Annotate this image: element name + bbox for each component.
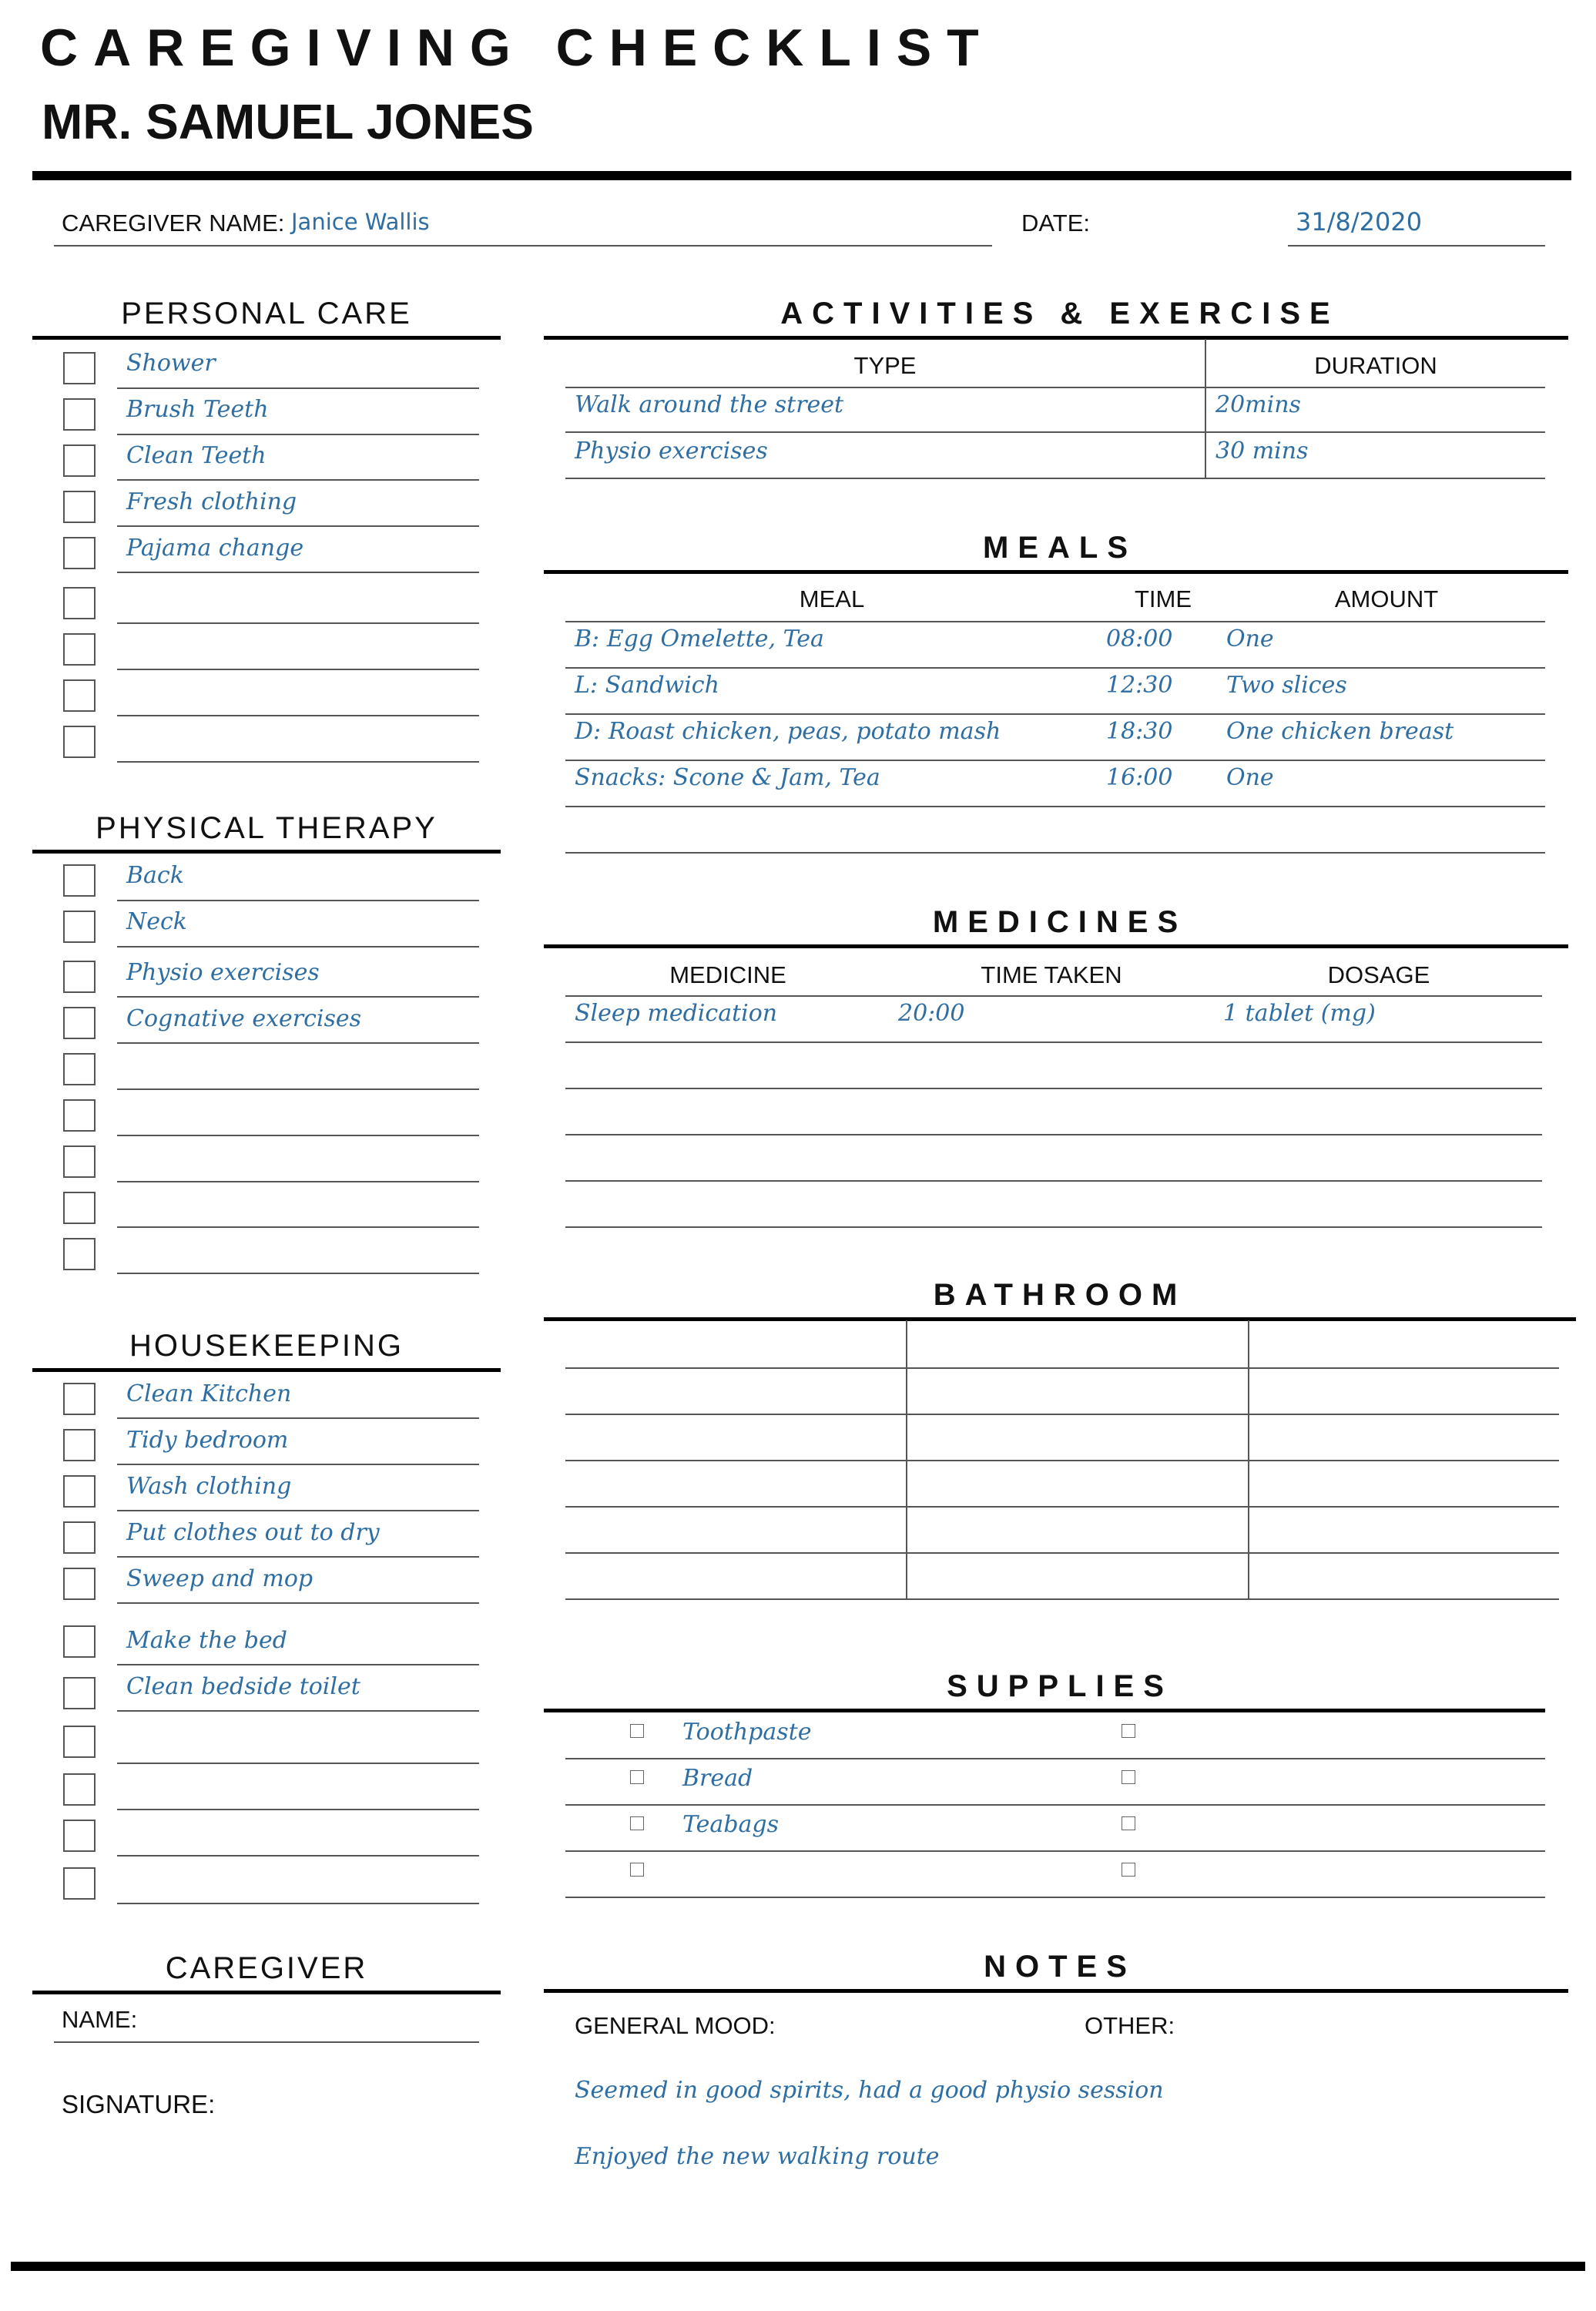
item-underline: [117, 1602, 479, 1604]
bathroom-row-line: [565, 1367, 1559, 1369]
other-label: OTHER:: [1085, 2012, 1175, 2039]
checkbox[interactable]: [63, 679, 96, 712]
item-underline: [117, 1510, 479, 1511]
activities-row-line: [565, 478, 1545, 479]
supplies-row-line: [565, 1850, 1545, 1852]
supplies-rule: [544, 1709, 1545, 1712]
checkbox[interactable]: [63, 1677, 96, 1709]
checkbox[interactable]: [630, 1816, 644, 1830]
note-line: Enjoyed the new walking route: [575, 2143, 940, 2170]
activities-rule: [544, 336, 1568, 340]
list-item: Brush Teeth: [126, 396, 269, 423]
date-value[interactable]: 31/8/2020: [1296, 207, 1423, 236]
list-item: Fresh clothing: [126, 488, 297, 515]
checkbox[interactable]: [63, 1726, 96, 1758]
checkbox[interactable]: [1122, 1724, 1135, 1738]
item-underline: [117, 715, 479, 716]
header-divider: [32, 171, 1571, 180]
patient-name: MR. SAMUEL JONES: [42, 94, 534, 149]
checkbox[interactable]: [63, 961, 96, 993]
checkbox[interactable]: [1122, 1770, 1135, 1784]
item-underline: [117, 1556, 479, 1558]
checkbox[interactable]: [1122, 1863, 1135, 1877]
caregiver-rule: [32, 1991, 501, 1994]
checkbox[interactable]: [630, 1770, 644, 1784]
checkbox[interactable]: [63, 587, 96, 619]
checkbox[interactable]: [63, 726, 96, 758]
medicines-row-line: [565, 1041, 1542, 1043]
item-underline: [117, 1763, 479, 1764]
checkbox[interactable]: [63, 1099, 96, 1132]
checkbox[interactable]: [63, 1568, 96, 1600]
list-item: Pajama change: [126, 535, 304, 562]
notes-title: NOTES: [984, 1950, 1136, 1984]
meal-name: D: Roast chicken, peas, potato mash: [575, 718, 1001, 745]
meals-row-line: [565, 760, 1545, 761]
date-underline: [1288, 245, 1545, 247]
meal-name: L: Sandwich: [575, 672, 719, 699]
checkbox[interactable]: [63, 1429, 96, 1461]
meals-row-line: [565, 713, 1545, 715]
bathroom-row-line: [565, 1598, 1559, 1600]
medicines-title: MEDICINES: [932, 905, 1188, 939]
item-underline: [117, 434, 479, 435]
meals-title: MEALS: [983, 531, 1137, 565]
meals-col-time: TIME: [1134, 585, 1192, 612]
checkbox[interactable]: [63, 1007, 96, 1039]
item-underline: [117, 1855, 479, 1857]
medicines-row-line: [565, 1134, 1542, 1135]
supplies-title: SUPPLIES: [947, 1669, 1173, 1703]
medicines-col-dosage: DOSAGE: [1327, 961, 1430, 988]
checkbox[interactable]: [63, 1383, 96, 1415]
item-underline: [117, 572, 479, 573]
list-item: Toothpaste: [682, 1719, 812, 1746]
footer-divider: [11, 2262, 1585, 2271]
item-underline: [117, 1903, 479, 1904]
caregiver-name-label: CAREGIVER NAME:: [62, 210, 285, 236]
caregiver-name-line: [54, 2041, 479, 2043]
item-underline: [117, 1809, 479, 1810]
checkbox[interactable]: [63, 911, 96, 943]
checkbox[interactable]: [63, 1475, 96, 1508]
list-item: Back: [126, 862, 184, 889]
meal-time: 18:30: [1106, 718, 1173, 745]
housekeeping-rule: [32, 1368, 501, 1372]
date-label: DATE:: [1021, 210, 1090, 236]
bathroom-row-line: [565, 1460, 1559, 1461]
item-underline: [117, 1417, 479, 1419]
list-item: Teabags: [682, 1811, 780, 1838]
checkbox[interactable]: [63, 1192, 96, 1224]
item-underline: [117, 1181, 479, 1182]
list-item: Clean Kitchen: [126, 1380, 292, 1407]
list-item: Bread: [682, 1765, 753, 1792]
checkbox[interactable]: [63, 864, 96, 897]
meal-name: Snacks: Scone & Jam, Tea: [575, 764, 880, 791]
list-item: Neck: [126, 908, 187, 935]
checkbox[interactable]: [63, 1053, 96, 1085]
activity-type: Walk around the street: [575, 391, 844, 418]
list-item: Clean bedside toilet: [126, 1673, 360, 1700]
meal-time: 08:00: [1106, 626, 1173, 652]
supplies-row-line: [565, 1897, 1545, 1898]
checkbox[interactable]: [63, 491, 96, 523]
list-item: Put clothes out to dry: [126, 1519, 380, 1546]
checkbox[interactable]: [630, 1724, 644, 1738]
notes-rule: [544, 1989, 1568, 1993]
activity-duration: 20mins: [1215, 391, 1301, 418]
medicines-col-medicine: MEDICINE: [669, 961, 786, 988]
medicines-row-line: [565, 1180, 1542, 1182]
bathroom-title: BATHROOM: [933, 1278, 1187, 1312]
checkbox[interactable]: [630, 1863, 644, 1877]
checkbox[interactable]: [63, 352, 96, 384]
checkbox[interactable]: [63, 398, 96, 431]
activity-type: Physio exercises: [575, 438, 768, 465]
item-underline: [117, 1135, 479, 1136]
meal-amount: One chicken breast: [1226, 718, 1454, 745]
item-underline: [117, 1088, 479, 1090]
housekeeping-title: HOUSEKEEPING: [129, 1329, 404, 1363]
item-underline: [117, 1226, 479, 1228]
caregiver-title: CAREGIVER: [165, 1951, 368, 1985]
item-underline: [117, 1042, 479, 1044]
list-item: Cognative exercises: [126, 1005, 362, 1032]
signature-label: SIGNATURE:: [62, 2090, 216, 2118]
physical-therapy-title: PHYSICAL THERAPY: [96, 811, 438, 845]
meals-row-line: [565, 852, 1545, 854]
meal-amount: One: [1226, 626, 1274, 652]
meals-col-meal: MEAL: [799, 585, 865, 612]
medicine-time: 20:00: [898, 1000, 965, 1027]
personal-care-rule: [32, 336, 501, 340]
physical-therapy-rule: [32, 850, 501, 854]
checkbox[interactable]: [63, 1625, 96, 1658]
list-item: Clean Teeth: [126, 442, 267, 469]
item-underline: [117, 1464, 479, 1465]
item-underline: [117, 525, 479, 527]
bathroom-rule: [544, 1317, 1576, 1321]
list-item: Sweep and mop: [126, 1565, 314, 1592]
checkbox[interactable]: [63, 444, 96, 477]
checkbox[interactable]: [63, 537, 96, 569]
meals-row-line: [565, 806, 1545, 807]
checkbox[interactable]: [63, 1238, 96, 1270]
list-item: Tidy bedroom: [126, 1427, 289, 1454]
item-underline: [117, 996, 479, 998]
checkbox[interactable]: [63, 1867, 96, 1900]
bathroom-row-line: [565, 1414, 1559, 1415]
item-underline: [117, 761, 479, 763]
meals-header-line: [565, 621, 1545, 622]
meal-amount: Two slices: [1226, 672, 1347, 699]
general-mood-label: GENERAL MOOD:: [575, 2012, 776, 2039]
caregiver-name-underline: [54, 245, 992, 247]
checkbox[interactable]: [63, 1521, 96, 1554]
meal-name: B: Egg Omelette, Tea: [575, 626, 824, 652]
meal-time: 16:00: [1106, 764, 1173, 791]
meals-col-amount: AMOUNT: [1334, 585, 1439, 612]
list-item: Physio exercises: [126, 959, 320, 986]
medicine-dosage: 1 tablet (mg): [1223, 1000, 1376, 1027]
checkbox[interactable]: [63, 1145, 96, 1178]
checkbox[interactable]: [63, 1820, 96, 1852]
caregiver-name-label-bottom: NAME:: [62, 2006, 138, 2033]
meal-time: 12:30: [1106, 672, 1173, 699]
medicines-rule: [544, 944, 1568, 948]
activities-row-line: [565, 431, 1545, 433]
list-item: Shower: [126, 350, 216, 377]
supplies-row-line: [565, 1758, 1545, 1759]
medicines-row-line: [565, 1226, 1542, 1228]
item-underline: [117, 669, 479, 670]
item-underline: [117, 1273, 479, 1274]
activities-title: ACTIVITIES & EXERCISE: [780, 297, 1340, 330]
note-line: Seemed in good spirits, had a good physio session: [575, 2077, 1164, 2104]
supplies-row-line: [565, 1804, 1545, 1806]
personal-care-title: PERSONAL CARE: [121, 297, 412, 330]
item-underline: [117, 1710, 479, 1712]
medicine-name: Sleep medication: [575, 1000, 778, 1027]
item-underline: [117, 387, 479, 389]
activities-divider: [1205, 339, 1206, 478]
document-title: CAREGIVING CHECKLIST: [40, 18, 994, 77]
medicines-col-time: TIME TAKEN: [981, 961, 1122, 988]
list-item: Make the bed: [126, 1627, 287, 1654]
meal-amount: One: [1226, 764, 1274, 791]
meals-row-line: [565, 667, 1545, 669]
medicines-header-line: [565, 995, 1542, 997]
activities-header-line: [565, 387, 1545, 388]
item-underline: [117, 900, 479, 901]
bathroom-row-line: [565, 1506, 1559, 1508]
activity-duration: 30 mins: [1215, 438, 1309, 465]
checkbox[interactable]: [63, 1773, 96, 1806]
item-underline: [117, 622, 479, 624]
checkbox[interactable]: [1122, 1816, 1135, 1830]
checkbox[interactable]: [63, 633, 96, 666]
bathroom-row-line: [565, 1552, 1559, 1554]
activities-col-type: TYPE: [853, 352, 917, 379]
caregiver-name-value[interactable]: Janice Wallis: [291, 209, 430, 235]
list-item: Wash clothing: [126, 1473, 292, 1500]
meals-rule: [544, 570, 1568, 574]
medicines-row-line: [565, 1088, 1542, 1089]
item-underline: [117, 1664, 479, 1665]
item-underline: [117, 479, 479, 481]
activities-col-duration: DURATION: [1314, 352, 1437, 379]
item-underline: [117, 946, 479, 948]
